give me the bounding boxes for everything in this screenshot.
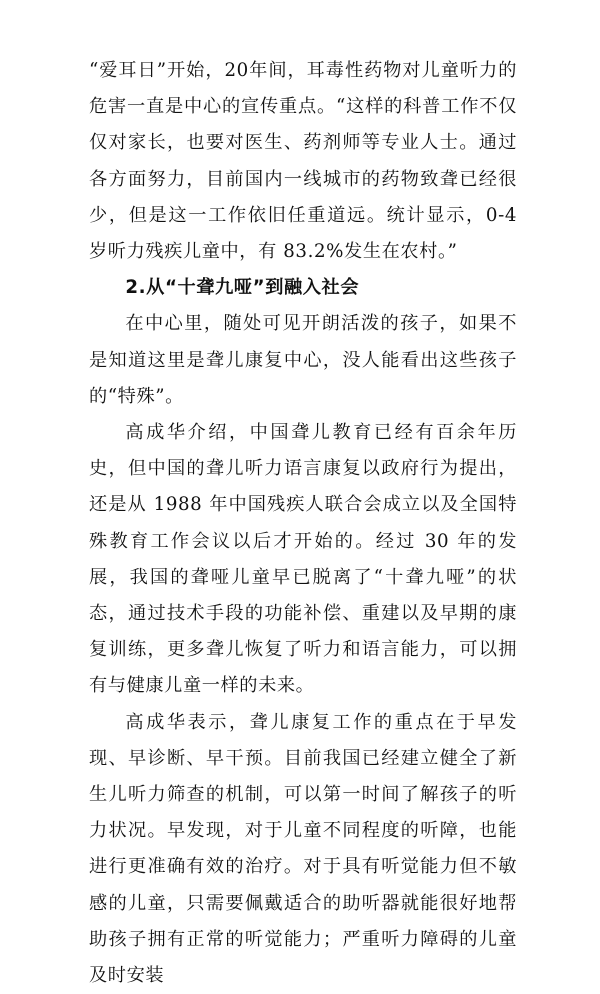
paragraph-center-children: 在中心里，随处可见开朗活泼的孩子，如果不是知道这里是聋儿康复中心，没人能看出这些孩子的“特殊”。 <box>89 313 517 407</box>
paragraph-history: 高成华介绍，中国聋儿教育已经有百余年历史，但中国的聋儿听力语言康复以政府行为提出，还是从 1988 年中国残疾人联合会成立以及全国特殊教育工作会议以后才开始的。经过 30 年的发展，我国的聋哑儿童早已脱离了“十聋九哑”的状态，通过技术手段的功能补偿、重建以及早期的康复训练，更多聋儿恢复了听力和语言能力，可以拥有与健康儿童一样的未来。 <box>89 422 517 697</box>
paragraph-continuation: “爱耳日”开始，20年间，耳毒性药物对儿童听力的危害一直是中心的宣传重点。“这样的科普工作不仅仅对家长，也要对医生、药剂师等专业人士。通过各方面努力，目前国内一线城市的药物致聋已经很少，但是这一工作依旧任重道远。统计显示，0-4 岁听力残疾儿童中，有 83.2%发生在农村。” <box>89 60 517 263</box>
paragraph-early-intervention: 高成华表示，聋儿康复工作的重点在于早发现、早诊断、早干预。目前我国已经建立健全了新生儿听力筛查的机制，可以第一时间了解孩子的听力状况。早发现，对于儿童不同程度的听障，也能进行更准确有效的治疗。对于具有听觉能力但不敏感的儿童，只需要佩戴适合的助听器就能很好地帮助孩子拥有正常的听觉能力；严重听力障碍的儿童及时安装 <box>89 711 517 987</box>
section-heading: 2.从“十聋九哑”到融入社会 <box>125 277 360 299</box>
document-page <box>89 53 517 994</box>
